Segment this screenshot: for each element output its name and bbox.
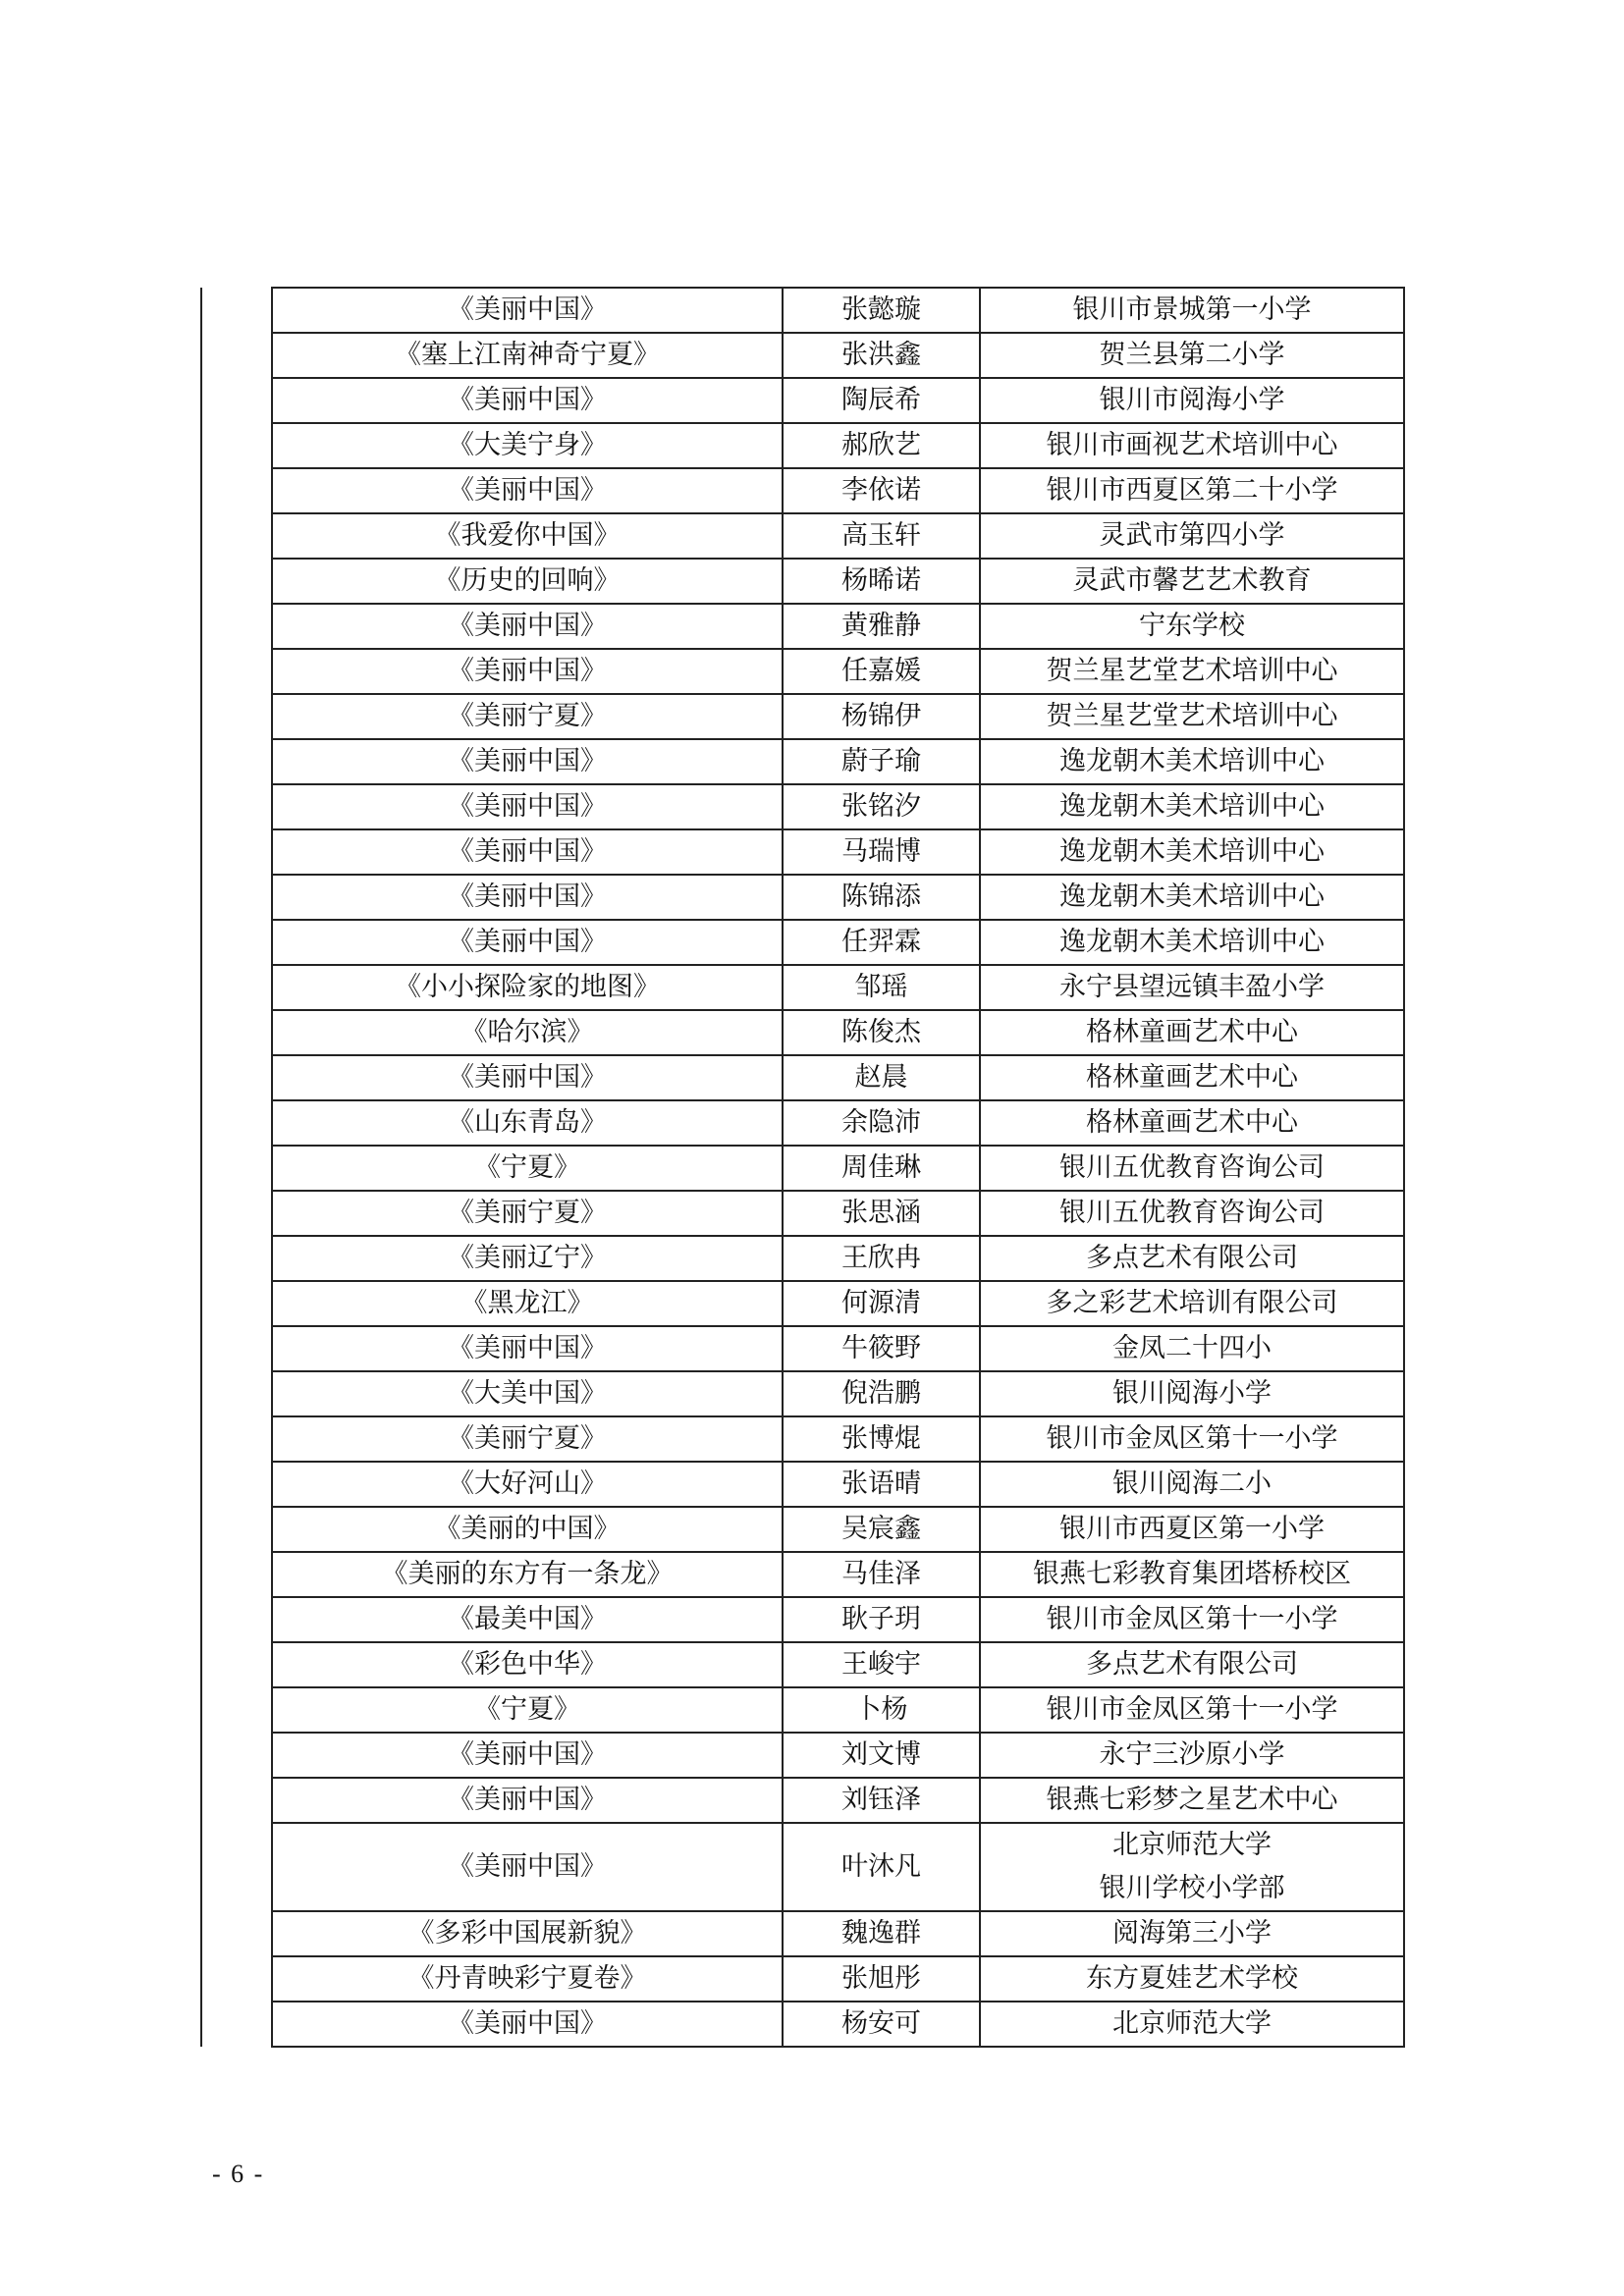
work-title-cell: 《彩色中华》 <box>272 1642 783 1687</box>
table-row <box>201 559 1404 604</box>
table-row <box>201 604 1404 649</box>
student-name-cell: 陶辰希 <box>783 378 980 423</box>
table-row <box>201 739 1404 784</box>
table-row <box>201 920 1404 965</box>
table-row <box>201 468 1404 513</box>
table-row <box>201 1326 1404 1371</box>
work-title-cell: 《山东青岛》 <box>272 1100 783 1146</box>
table-row <box>201 1552 1404 1597</box>
student-name-cell: 蔚子瑜 <box>783 739 980 784</box>
organization-cell: 贺兰星艺堂艺术培训中心 <box>980 694 1404 739</box>
organization-cell: 东方夏娃艺术学校 <box>980 1956 1404 2002</box>
work-title-cell: 《美丽中国》 <box>272 604 783 649</box>
organization-cell: 格林童画艺术中心 <box>980 1010 1404 1055</box>
table-row <box>201 2002 1404 2047</box>
work-title-cell: 《小小探险家的地图》 <box>272 965 783 1010</box>
organization-cell: 逸龙朝木美术培训中心 <box>980 875 1404 920</box>
work-title-cell: 《美丽中国》 <box>272 920 783 965</box>
organization-cell <box>980 1823 1404 1911</box>
student-name-cell: 张语晴 <box>783 1462 980 1507</box>
organization-cell: 多点艺术有限公司 <box>980 1236 1404 1281</box>
table-row <box>201 513 1404 559</box>
table-row <box>201 1687 1404 1733</box>
organization-cell: 银川市画视艺术培训中心 <box>980 423 1404 468</box>
table-row <box>201 1507 1404 1552</box>
work-title-cell: 《丹青映彩宁夏卷》 <box>272 1956 783 2002</box>
work-title-cell: 《美丽的东方有一条龙》 <box>272 1552 783 1597</box>
table-row <box>201 1236 1404 1281</box>
student-name-cell: 卜杨 <box>783 1687 980 1733</box>
award-list-table <box>200 287 1405 2048</box>
work-title-cell: 《美丽辽宁》 <box>272 1236 783 1281</box>
table-row <box>201 829 1404 875</box>
student-name-cell: 何源清 <box>783 1281 980 1326</box>
student-name-cell: 马瑞博 <box>783 829 980 875</box>
student-name-cell: 王峻宇 <box>783 1642 980 1687</box>
table-row <box>201 1597 1404 1642</box>
table-row <box>201 784 1404 829</box>
organization-cell: 银川市金凤区第十一小学 <box>980 1416 1404 1462</box>
organization-cell: 逸龙朝木美术培训中心 <box>980 920 1404 965</box>
group-column-cell <box>201 288 272 2047</box>
organization-cell: 格林童画艺术中心 <box>980 1055 1404 1100</box>
student-name-cell: 黄雅静 <box>783 604 980 649</box>
organization-line: 银川学校小学部 <box>1099 1873 1285 1903</box>
table-row <box>201 1823 1404 1911</box>
table-row <box>201 1911 1404 1956</box>
work-title-cell: 《美丽中国》 <box>272 288 783 333</box>
table-row <box>201 649 1404 694</box>
work-title-cell: 《大好河山》 <box>272 1462 783 1507</box>
table-row <box>201 1055 1404 1100</box>
organization-cell: 北京师范大学 <box>980 2002 1404 2047</box>
table-row <box>201 333 1404 378</box>
student-name-cell: 张博焜 <box>783 1416 980 1462</box>
table-row <box>201 1100 1404 1146</box>
table-row <box>201 1642 1404 1687</box>
organization-cell: 逸龙朝木美术培训中心 <box>980 829 1404 875</box>
work-title-cell: 《历史的回响》 <box>272 559 783 604</box>
organization-cell: 多之彩艺术培训有限公司 <box>980 1281 1404 1326</box>
organization-cell: 灵武市第四小学 <box>980 513 1404 559</box>
work-title-cell: 《宁夏》 <box>272 1687 783 1733</box>
organization-cell: 逸龙朝木美术培训中心 <box>980 739 1404 784</box>
work-title-cell: 《美丽宁夏》 <box>272 694 783 739</box>
organization-cell: 格林童画艺术中心 <box>980 1100 1404 1146</box>
organization-cell: 银川阅海二小 <box>980 1462 1404 1507</box>
student-name-cell: 任羿霖 <box>783 920 980 965</box>
table-row <box>201 288 1404 333</box>
organization-cell: 银川市西夏区第二十小学 <box>980 468 1404 513</box>
work-title-cell: 《黑龙江》 <box>272 1281 783 1326</box>
work-title-cell: 《哈尔滨》 <box>272 1010 783 1055</box>
student-name-cell: 赵晨 <box>783 1055 980 1100</box>
table-row <box>201 1281 1404 1326</box>
table-row <box>201 875 1404 920</box>
organization-cell: 银川市阅海小学 <box>980 378 1404 423</box>
organization-cell: 宁东学校 <box>980 604 1404 649</box>
student-name-cell: 耿子玥 <box>783 1597 980 1642</box>
work-title-cell: 《大美中国》 <box>272 1371 783 1416</box>
student-name-cell: 刘文博 <box>783 1733 980 1778</box>
student-name-cell: 郝欣艺 <box>783 423 980 468</box>
organization-cell: 银川市金凤区第十一小学 <box>980 1597 1404 1642</box>
work-title-cell: 《美丽中国》 <box>272 739 783 784</box>
table-row <box>201 1371 1404 1416</box>
award-list-table-container <box>200 287 1405 2048</box>
work-title-cell: 《美丽中国》 <box>272 1055 783 1100</box>
organization-cell: 银川五优教育咨询公司 <box>980 1146 1404 1191</box>
organization-cell: 银川市西夏区第一小学 <box>980 1507 1404 1552</box>
award-list-body <box>201 288 1404 2047</box>
work-title-cell: 《美丽中国》 <box>272 784 783 829</box>
page-number: - 6 - <box>212 2160 265 2188</box>
table-row <box>201 378 1404 423</box>
organization-cell: 贺兰县第二小学 <box>980 333 1404 378</box>
work-title-cell: 《美丽中国》 <box>272 2002 783 2047</box>
student-name-cell: 杨安可 <box>783 2002 980 2047</box>
student-name-cell: 吴宸鑫 <box>783 1507 980 1552</box>
work-title-cell: 《美丽宁夏》 <box>272 1416 783 1462</box>
student-name-cell: 李依诺 <box>783 468 980 513</box>
student-name-cell: 刘钰泽 <box>783 1778 980 1823</box>
organization-cell: 银燕七彩梦之星艺术中心 <box>980 1778 1404 1823</box>
work-title-cell: 《美丽的中国》 <box>272 1507 783 1552</box>
work-title-cell: 《美丽中国》 <box>272 875 783 920</box>
organization-line: 北京师范大学 <box>1112 1830 1272 1860</box>
work-title-cell: 《多彩中国展新貌》 <box>272 1911 783 1956</box>
table-row <box>201 1778 1404 1823</box>
table-row <box>201 1416 1404 1462</box>
student-name-cell: 张思涵 <box>783 1191 980 1236</box>
table-row <box>201 965 1404 1010</box>
table-row <box>201 694 1404 739</box>
work-title-cell: 《我爱你中国》 <box>272 513 783 559</box>
organization-cell: 银川市景城第一小学 <box>980 288 1404 333</box>
organization-cell: 银川市金凤区第十一小学 <box>980 1687 1404 1733</box>
table-row <box>201 1733 1404 1778</box>
work-title-cell: 《大美宁身》 <box>272 423 783 468</box>
student-name-cell: 王欣冉 <box>783 1236 980 1281</box>
work-title-cell: 《美丽宁夏》 <box>272 1191 783 1236</box>
student-name-cell: 陈锦添 <box>783 875 980 920</box>
table-row <box>201 1191 1404 1236</box>
student-name-cell: 杨晞诺 <box>783 559 980 604</box>
student-name-cell: 张铭汐 <box>783 784 980 829</box>
organization-cell: 银川五优教育咨询公司 <box>980 1191 1404 1236</box>
organization-cell: 银川阅海小学 <box>980 1371 1404 1416</box>
organization-cell: 逸龙朝木美术培训中心 <box>980 784 1404 829</box>
organization-cell: 多点艺术有限公司 <box>980 1642 1404 1687</box>
student-name-cell: 杨锦伊 <box>783 694 980 739</box>
organization-cell: 银燕七彩教育集团塔桥校区 <box>980 1552 1404 1597</box>
student-name-cell: 高玉轩 <box>783 513 980 559</box>
table-row <box>201 1146 1404 1191</box>
work-title-cell: 《美丽中国》 <box>272 378 783 423</box>
organization-cell: 永宁三沙原小学 <box>980 1733 1404 1778</box>
organization-cell: 贺兰星艺堂艺术培训中心 <box>980 649 1404 694</box>
organization-cell: 灵武市馨艺艺术教育 <box>980 559 1404 604</box>
student-name-cell: 张懿璇 <box>783 288 980 333</box>
work-title-cell: 《最美中国》 <box>272 1597 783 1642</box>
student-name-cell: 张洪鑫 <box>783 333 980 378</box>
student-name-cell: 任嘉媛 <box>783 649 980 694</box>
table-row <box>201 423 1404 468</box>
work-title-cell: 《美丽中国》 <box>272 1823 783 1911</box>
work-title-cell: 《美丽中国》 <box>272 468 783 513</box>
work-title-cell: 《美丽中国》 <box>272 829 783 875</box>
table-row <box>201 1956 1404 2002</box>
student-name-cell: 马佳泽 <box>783 1552 980 1597</box>
student-name-cell: 牛筱野 <box>783 1326 980 1371</box>
organization-cell: 阅海第三小学 <box>980 1911 1404 1956</box>
student-name-cell: 倪浩鹏 <box>783 1371 980 1416</box>
work-title-cell: 《美丽中国》 <box>272 649 783 694</box>
work-title-cell: 《塞上江南神奇宁夏》 <box>272 333 783 378</box>
work-title-cell: 《美丽中国》 <box>272 1778 783 1823</box>
organization-cell: 永宁县望远镇丰盈小学 <box>980 965 1404 1010</box>
student-name-cell: 魏逸群 <box>783 1911 980 1956</box>
work-title-cell: 《美丽中国》 <box>272 1326 783 1371</box>
student-name-cell: 叶沐凡 <box>783 1823 980 1911</box>
table-row <box>201 1462 1404 1507</box>
student-name-cell: 陈俊杰 <box>783 1010 980 1055</box>
organization-cell: 金凤二十四小 <box>980 1326 1404 1371</box>
student-name-cell: 张旭彤 <box>783 1956 980 2002</box>
work-title-cell: 《美丽中国》 <box>272 1733 783 1778</box>
table-row <box>201 1010 1404 1055</box>
student-name-cell: 余隐沛 <box>783 1100 980 1146</box>
student-name-cell: 邹瑶 <box>783 965 980 1010</box>
work-title-cell: 《宁夏》 <box>272 1146 783 1191</box>
student-name-cell: 周佳琳 <box>783 1146 980 1191</box>
